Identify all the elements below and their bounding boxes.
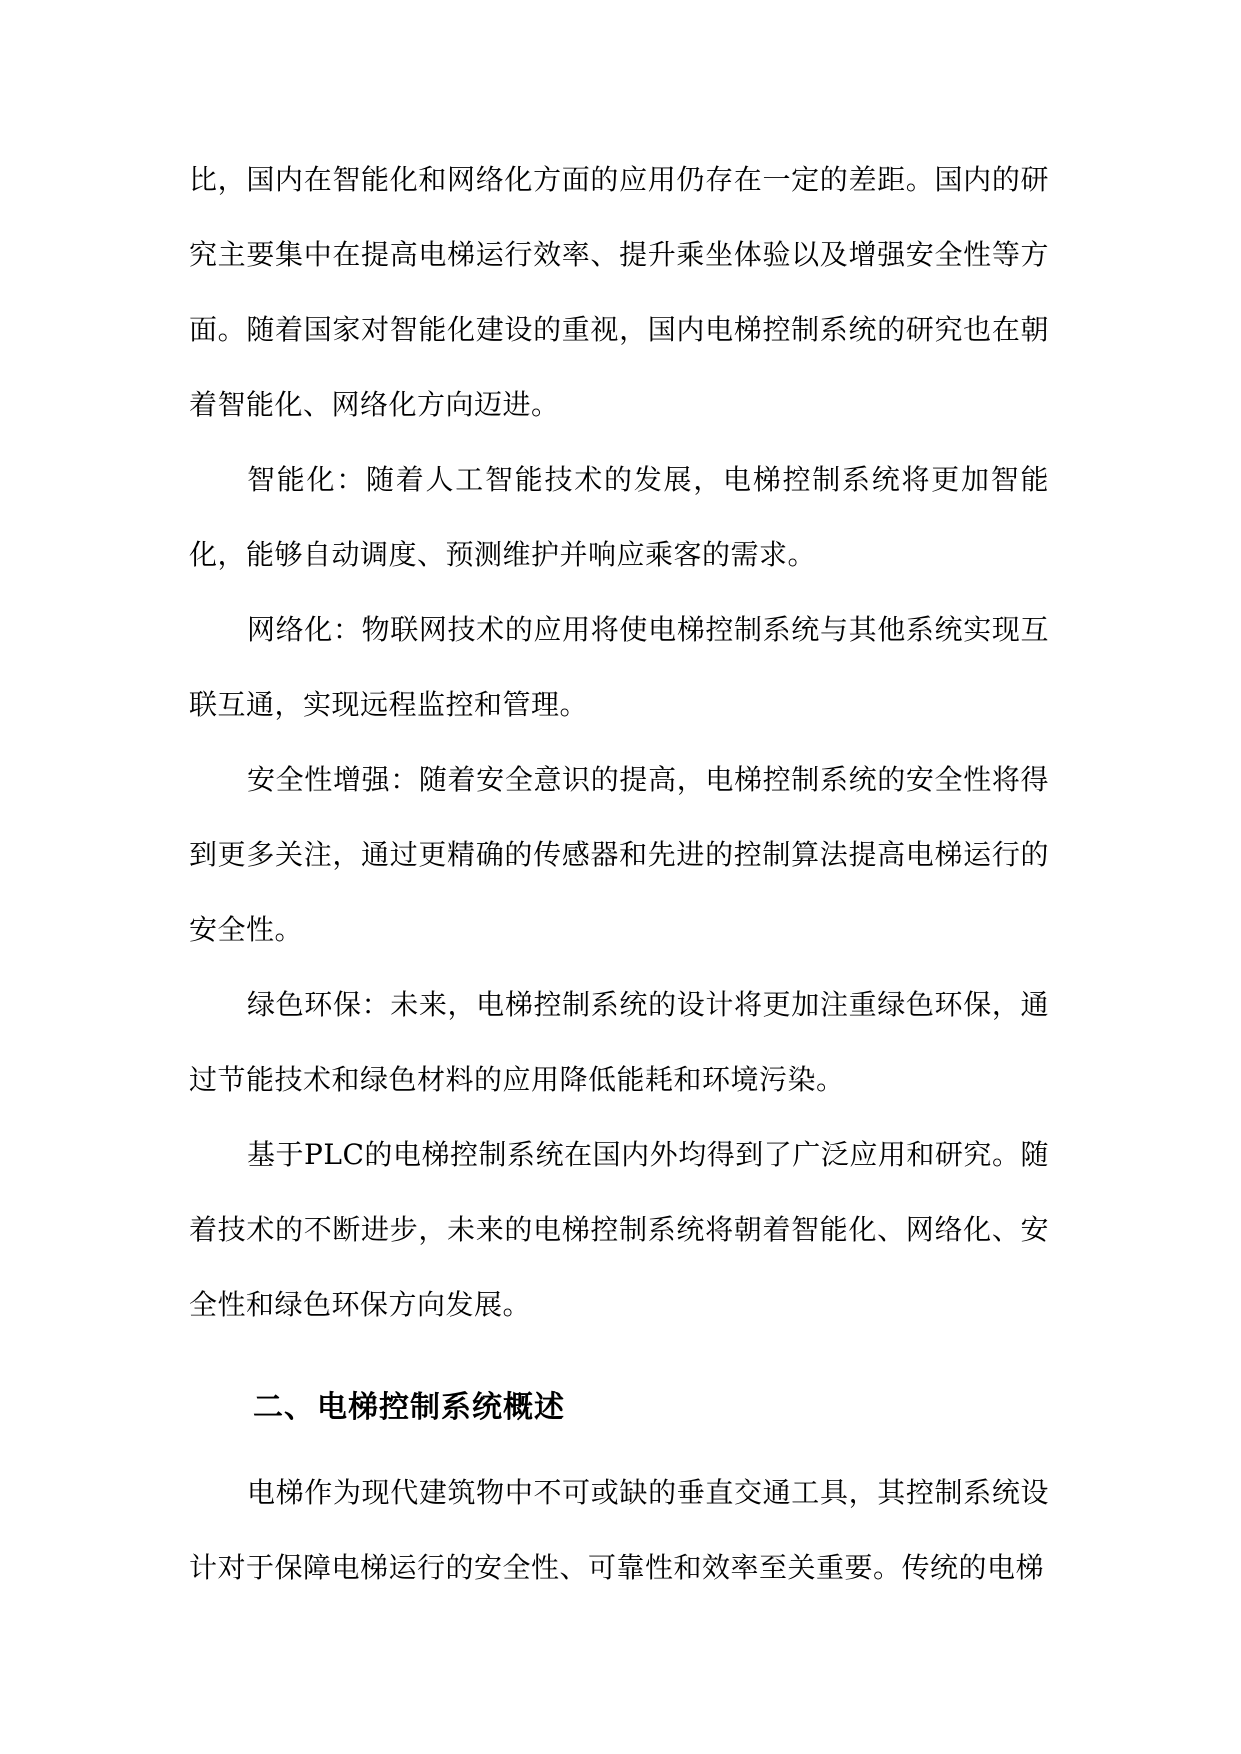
paragraph-networking: 网络化：物联网技术的应用将使电梯控制系统与其他系统实现互联互通，实现远程监控和管理。 (189, 613, 1049, 721)
paragraph-continued: 比，国内在智能化和网络化方面的应用仍存在一定的差距。国内的研究主要集中在提高电梯运行效率、提升乘坐体验以及增强安全性等方面。随着国家对智能化建设的重视，国内电梯控制系统的研究也在朝着智能化、网络化方向迈进。 (189, 163, 1049, 421)
paragraph-safety: 安全性增强：随着安全意识的提高，电梯控制系统的安全性将得到更多关注，通过更精确的传感器和先进的控制算法提高电梯运行的安全性。 (189, 763, 1049, 946)
section-heading-number: 二、 (253, 1390, 315, 1425)
section-heading (189, 1370, 1049, 1445)
paragraph-intelligence: 智能化：随着人工智能技术的发展，电梯控制系统将更加智能化，能够自动调度、预测维护并响应乘客的需求。 (189, 463, 1049, 571)
document-body (189, 142, 1049, 1605)
paragraph-elevator-overview: 电梯作为现代建筑物中不可或缺的垂直交通工具，其控制系统设计对于保障电梯运行的安全性、可靠性和效率至关重要。传统的电梯 (189, 1476, 1049, 1584)
paragraph-green: 绿色环保：未来，电梯控制系统的设计将更加注重绿色环保，通过节能技术和绿色材料的应用降低能耗和环境污染。 (189, 988, 1049, 1096)
paragraph-summary: 基于PLC的电梯控制系统在国内外均得到了广泛应用和研究。随着技术的不断进步，未来的电梯控制系统将朝着智能化、网络化、安全性和绿色环保方向发展。 (189, 1138, 1049, 1321)
section-heading-title: 电梯控制系统概述 (317, 1390, 565, 1425)
